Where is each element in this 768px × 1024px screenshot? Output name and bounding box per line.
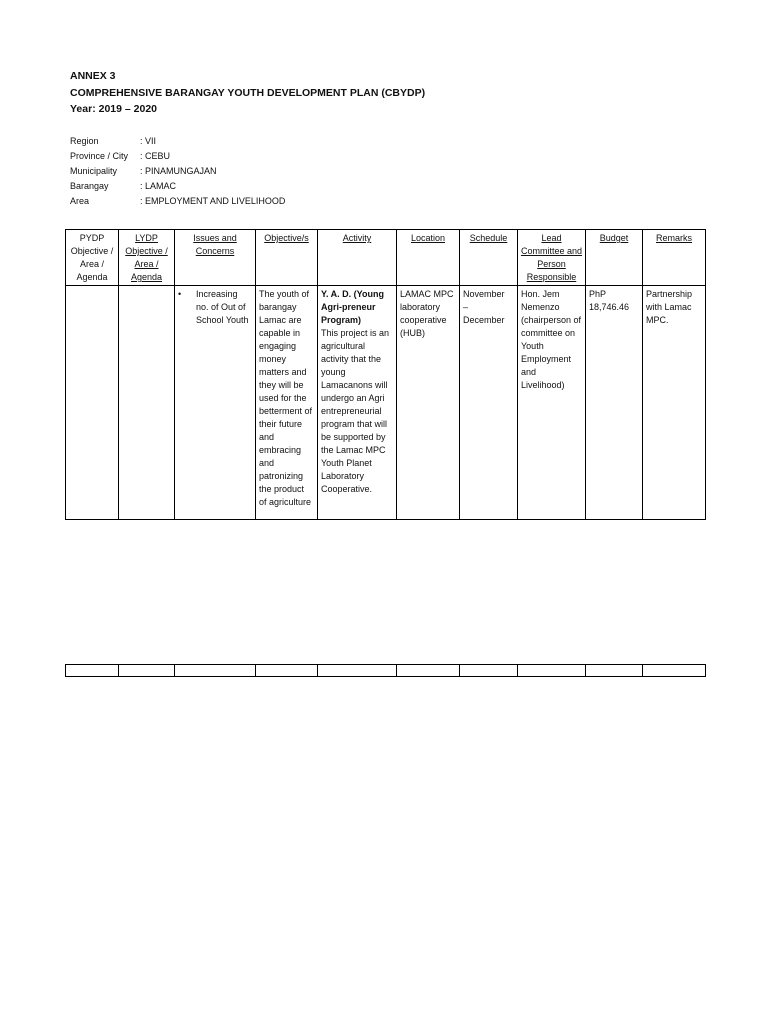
issue-bullet-item [178, 288, 252, 327]
header-location [397, 230, 460, 286]
meta-value: : PINAMUNGAJAN [140, 166, 217, 176]
header-lydp-label: LYDP Objective / Area / Agenda [125, 233, 168, 282]
cell-issues [175, 286, 256, 520]
plan-year: Year: 2019 – 2020 [70, 103, 157, 115]
blank-cell [586, 665, 643, 677]
header-remarks-label: Remarks [655, 233, 692, 243]
meta-row-area [70, 194, 285, 209]
annex-label: ANNEX 3 [70, 70, 116, 82]
header-schedule-label: Schedule [469, 233, 508, 243]
cell-budget: PhP 18,746.46 [586, 286, 643, 520]
meta-value: : VII [140, 136, 157, 146]
meta-label: Barangay [70, 181, 109, 191]
cell-location: LAMAC MPC laboratory cooperative (HUB) [397, 286, 460, 520]
blank-cell [460, 665, 518, 677]
header-schedule [460, 230, 518, 286]
cell-lydp [119, 286, 175, 520]
header-lydp [119, 230, 175, 286]
plan-table [65, 229, 706, 520]
schedule-dash: – [463, 302, 469, 312]
schedule-end: December [463, 315, 505, 325]
blank-cell [518, 665, 586, 677]
header-location-label: Location [410, 233, 446, 243]
blank-cell [175, 665, 256, 677]
table-row [66, 286, 706, 520]
header-lead-label: Lead Committee and Person Responsible [520, 233, 583, 282]
meta-label: Province / City [70, 151, 129, 161]
meta-row-province [70, 149, 285, 164]
blank-table-row [65, 664, 706, 677]
activity-title: Y. A. D. (Young Agri-preneur Program) [321, 289, 384, 325]
schedule-start: November [463, 289, 505, 299]
meta-value: : EMPLOYMENT AND LIVELIHOOD [140, 196, 286, 206]
header-activity-label: Activity [342, 233, 372, 243]
meta-label: Municipality [70, 166, 118, 176]
blank-cell [66, 665, 119, 677]
blank-cell [643, 665, 706, 677]
plan-metadata [70, 134, 285, 209]
header-budget-label: Budget [599, 233, 629, 243]
document-heading [70, 68, 425, 118]
meta-row-municipality [70, 164, 285, 179]
header-budget [586, 230, 643, 286]
table-header-row [66, 230, 706, 286]
header-objectives-label: Objective/s [264, 233, 309, 243]
header-remarks [643, 230, 706, 286]
meta-value: : LAMAC [140, 181, 177, 191]
blank-cell [119, 665, 175, 677]
header-issues-label: Issues and Concerns [193, 233, 237, 256]
cell-remarks: Partnership with Lamac MPC. [643, 286, 706, 520]
meta-row-barangay [70, 179, 285, 194]
header-objectives [256, 230, 318, 286]
table-row [66, 665, 706, 677]
meta-label: Region [70, 136, 99, 146]
cell-objective: The youth of barangay Lamac are capable in engaging money matters and they will be used for the betterment of their future and embracing and patronizing the product of agriculture [256, 286, 318, 520]
cell-pydp [66, 286, 119, 520]
meta-row-region [70, 134, 285, 149]
blank-cell [397, 665, 460, 677]
header-lead [518, 230, 586, 286]
meta-value: : CEBU [140, 151, 171, 161]
activity-description: This project is an agricultural activity that the young Lamacanons will undergo an Agri entrepreneurial program that will be supported by the Lamac MPC Youth Planet Laboratory Cooperative. [321, 328, 390, 494]
cell-schedule [460, 286, 518, 520]
header-issues [175, 230, 256, 286]
blank-cell [256, 665, 318, 677]
issue-text: Increasing no. of Out of School Youth [196, 289, 249, 325]
cell-lead: Hon. Jem Nemenzo (chairperson of committee on Youth Employment and Livelihood) [518, 286, 586, 520]
bullet-marker: • [178, 289, 182, 299]
meta-label: Area [70, 196, 90, 206]
blank-cell [318, 665, 397, 677]
cell-activity [318, 286, 397, 520]
header-pydp: PYDP Objective / Area / Agenda [66, 230, 119, 286]
document-title: COMPREHENSIVE BARANGAY YOUTH DEVELOPMENT PLAN (CBYDP) [70, 86, 426, 99]
header-activity [318, 230, 397, 286]
